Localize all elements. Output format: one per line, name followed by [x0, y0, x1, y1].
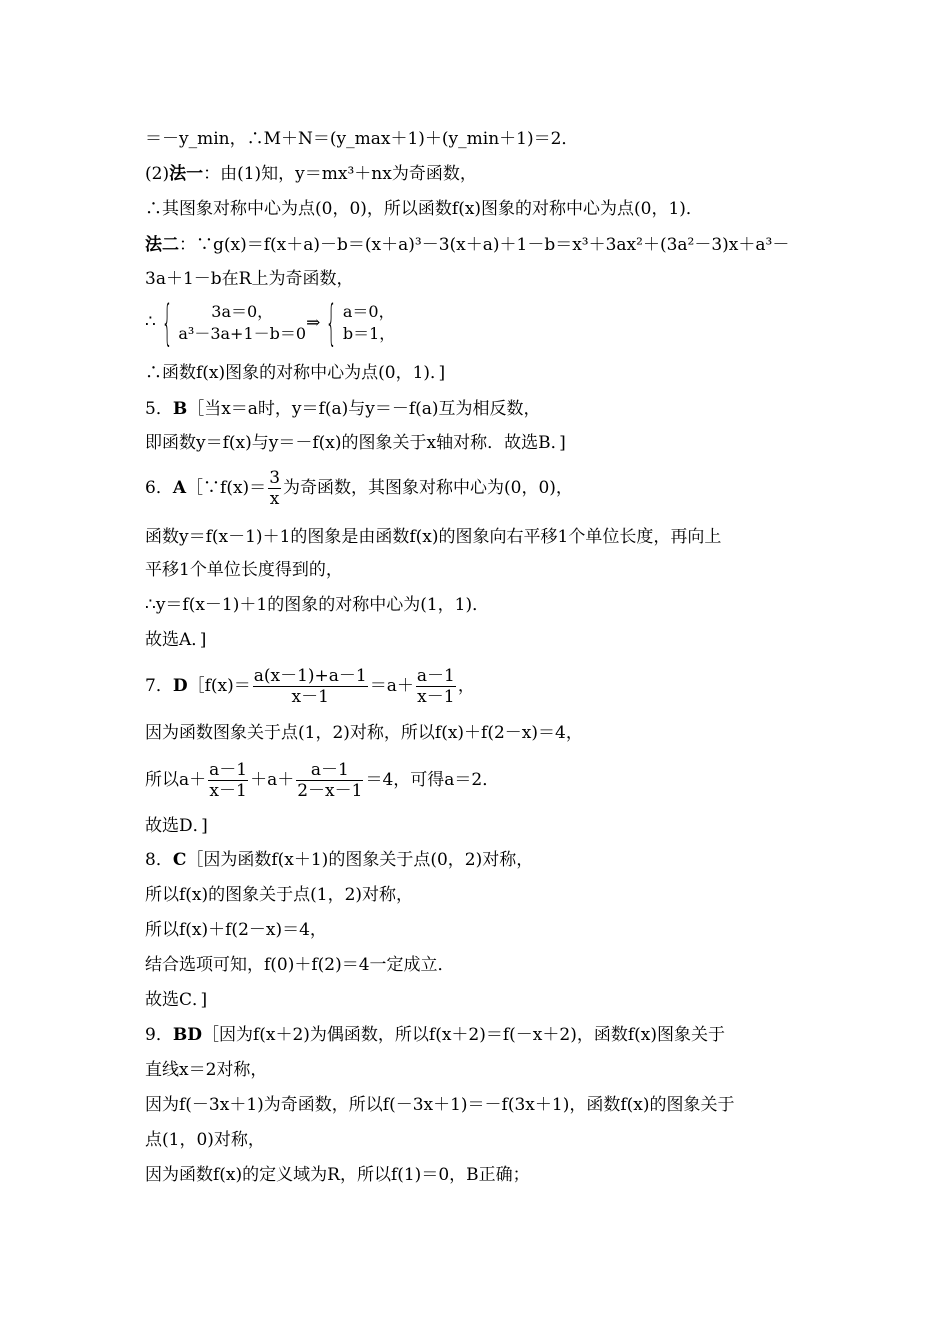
text-line: 因为函数图象关于点(1，2)对称，所以f(x)＋f(2－x)＝4， [145, 723, 583, 743]
question-6: 6．A［∵f(x)＝ $\frac{3}{x}$ 为奇函数，其图象对称中心为(0，0)， [145, 468, 573, 509]
text-line: 平移1个单位长度得到的， [145, 560, 343, 580]
text-line: ∴y＝f(x－1)＋1的图象的对称中心为(1，1)． [145, 595, 490, 615]
text-line: 故选D．] [145, 816, 208, 836]
text-line: 直线x＝2对称， [145, 1060, 268, 1080]
text-line: 故选C．] [145, 990, 208, 1010]
text-line: ∴函数f(x)图象的对称中心为点(0，1)．] [145, 363, 446, 383]
text-line: 因为f(－3x＋1)为奇函数，所以f(－3x＋1)＝－f(3x＋1)，函数f(x)的图象关于 [145, 1095, 735, 1115]
text-line: ＝－y_min，∴M＋N＝(y_max＋1)＋(y_min＋1)＝2． [145, 129, 579, 149]
text-line: ∴其图象对称中心为点(0，0)，所以函数f(x)图象的对称中心为点(0，1)． [145, 199, 703, 219]
text-line: 3a＋1－b在R上为奇函数， [145, 269, 354, 289]
question-7: 7．D［f(x)＝ $\frac{a(x-1)+a-1}{x-1}$ ＝a＋ $\frac{a-1}{x-1}$ ， [145, 666, 475, 707]
text-line: 即函数y＝f(x)与y＝－f(x)的图象关于x轴对称．故选B．] [145, 433, 566, 453]
text-line: 函数y＝f(x－1)＋1的图象是由函数f(x)的图象向右平移1个单位长度，再向上 [145, 527, 722, 547]
equation-system: ∴ { 3a＝0， a³－3a+1－b＝0 ⇒ { a＝0， b＝1， [145, 294, 396, 351]
text-line: 所以a＋ $\frac{a-1}{x-1}$ ＋a＋ $\frac{a-1}{2-x-1}$ ＝4，可得a＝2． [145, 760, 500, 801]
text-line: (2)法一：由(1)知，y＝mx³＋nx为奇函数， [145, 164, 477, 184]
text-line: 结合选项可知，f(0)＋f(2)＝4一定成立． [145, 955, 455, 975]
question-8: 8．C［因为函数f(x＋1)的图象关于点(0，2)对称， [145, 850, 534, 870]
text-line: 法二：∵g(x)＝f(x＋a)－b＝(x＋a)³－3(x＋a)＋1－b＝x³＋3ax²＋(3a²－3)x＋a³－ [145, 235, 790, 255]
question-9: 9．BD［因为f(x＋2)为偶函数，所以f(x＋2)＝f(－x＋2)，函数f(x)图象关于 [145, 1025, 725, 1045]
text-line: 因为函数f(x)的定义域为R，所以f(1)＝0，B正确； [145, 1165, 530, 1185]
text-line: 点(1，0)对称， [145, 1130, 265, 1150]
text-line: 所以f(x)＋f(2－x)＝4， [145, 920, 327, 940]
text-line: 所以f(x)的图象关于点(1，2)对称， [145, 885, 414, 905]
question-5: 5．B［当x＝a时，y＝f(a)与y＝－f(a)互为相反数， [145, 399, 541, 419]
text-line: 故选A．] [145, 630, 207, 650]
